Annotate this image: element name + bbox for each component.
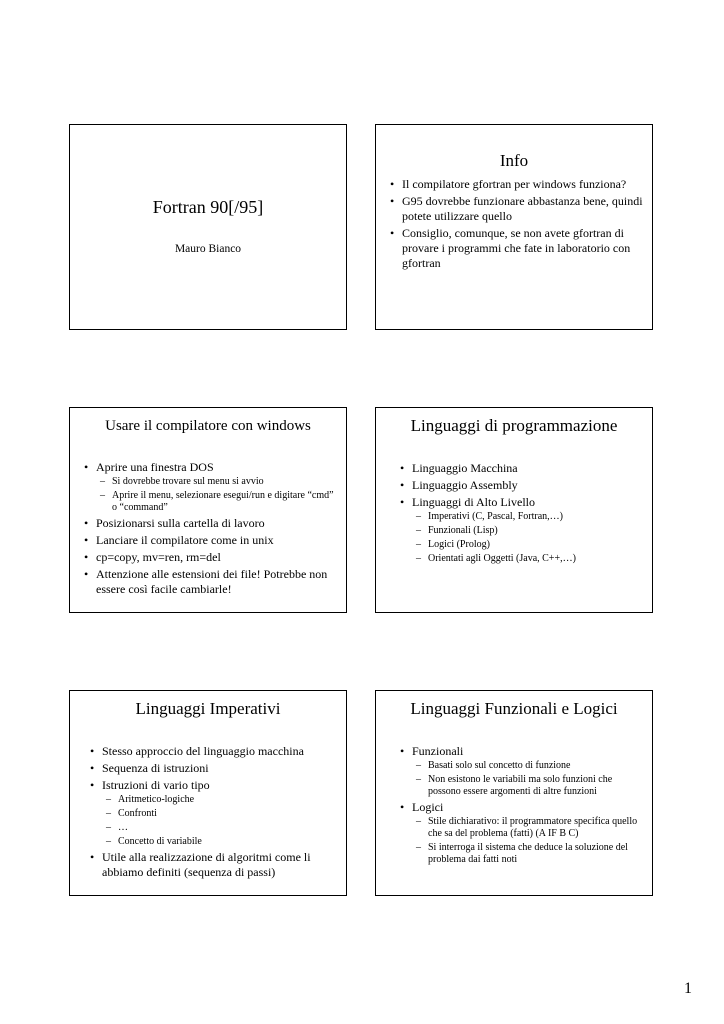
bullet-item (400, 800, 644, 866)
bullet-item: • Il compilatore gfortran per windows funziona? (390, 177, 644, 192)
slide-info (375, 124, 653, 330)
bullet-item: • Linguaggio Assembly (400, 478, 644, 493)
bullet-item: • Sequenza di istruzioni (90, 761, 338, 776)
sub-bullet-item: – Funzionali (Lisp) (416, 525, 644, 537)
bullet-text: Funzionali (412, 744, 464, 758)
bullet-text: Logici (412, 800, 444, 814)
page-number: 1 (684, 980, 692, 997)
bullet-item: • Stesso approccio del linguaggio macchina (90, 744, 338, 759)
slide-imperative-languages (69, 690, 347, 896)
bullet-item: • Linguaggio Macchina (400, 461, 644, 476)
slide-body (400, 744, 644, 868)
sub-bullet-item: – Non esistono le variabili ma solo funzioni che possono essere argomenti di altre funzioni (416, 774, 644, 798)
slide-body (390, 177, 644, 273)
sub-bullet-item: – Aprire il menu, selezionare esegui/run e digitare “cmd” o “command” (100, 490, 338, 514)
slide-body (84, 460, 338, 599)
slide-functional-logic-languages (375, 690, 653, 896)
slide-windows-compiler (69, 407, 347, 613)
slide-title: Info (499, 151, 529, 170)
bullet-item: • Lanciare il compilatore come in unix (84, 533, 338, 548)
slide-title: Fortran 90[/95] (152, 197, 264, 217)
slide-programming-languages (375, 407, 653, 613)
bullet-item: • Consiglio, comunque, se non avete gfortran di provare i programmi che fate in laboratorio con gfortran (390, 226, 644, 271)
bullet-text: Aprire una finestra DOS (96, 460, 214, 474)
sub-bullet-item: – Orientati agli Oggetti (Java, C++,…) (416, 553, 644, 565)
slide-body (90, 744, 338, 882)
sub-bullet-item: – Aritmetico-logiche (106, 794, 338, 806)
sub-bullet-item: – Stile dichiarativo: il programmatore specifica quello che sa del problema (fatti) (A IF B C) (416, 816, 644, 840)
bullet-text: Linguaggi di Alto Livello (412, 495, 535, 509)
slide-title: Usare il compilatore con windows (105, 418, 311, 434)
slide-title: Linguaggi Funzionali e Logici (410, 699, 618, 718)
slide-fortran-title (69, 124, 347, 330)
bullet-item: • cp=copy, mv=ren, rm=del (84, 550, 338, 565)
slide-title: Linguaggi Imperativi (135, 699, 281, 718)
sub-bullet-item: – Imperativi (C, Pascal, Fortran,…) (416, 511, 644, 523)
slide-title: Linguaggi di programmazione (410, 416, 618, 435)
bullet-item (400, 495, 644, 565)
bullet-item (84, 460, 338, 514)
bullet-text: Istruzioni di vario tipo (102, 778, 210, 792)
sub-bullet-item: – … (106, 822, 338, 834)
sub-bullet-item: – Si interroga il sistema che deduce la soluzione del problema dai fatti noti (416, 842, 644, 866)
bullet-item: • Attenzione alle estensioni dei file! Potrebbe non essere così facile cambiarle! (84, 567, 338, 597)
slide-body (400, 461, 644, 567)
slide-author: Mauro Bianco (174, 243, 242, 255)
bullet-item: • Utile alla realizzazione di algoritmi come li abbiamo definiti (sequenza di passi) (90, 850, 338, 880)
bullet-item: • Posizionarsi sulla cartella di lavoro (84, 516, 338, 531)
sub-bullet-item: – Confronti (106, 808, 338, 820)
sub-bullet-item: – Basati solo sul concetto di funzione (416, 760, 644, 772)
bullet-item (90, 778, 338, 848)
bullet-item (400, 744, 644, 798)
bullet-item: • G95 dovrebbe funzionare abbastanza bene, quindi potete utilizzare quello (390, 194, 644, 224)
sub-bullet-item: – Concetto di variabile (106, 836, 338, 848)
sub-bullet-item: – Logici (Prolog) (416, 539, 644, 551)
sub-bullet-item: – Si dovrebbe trovare sul menu si avvio (100, 476, 338, 488)
